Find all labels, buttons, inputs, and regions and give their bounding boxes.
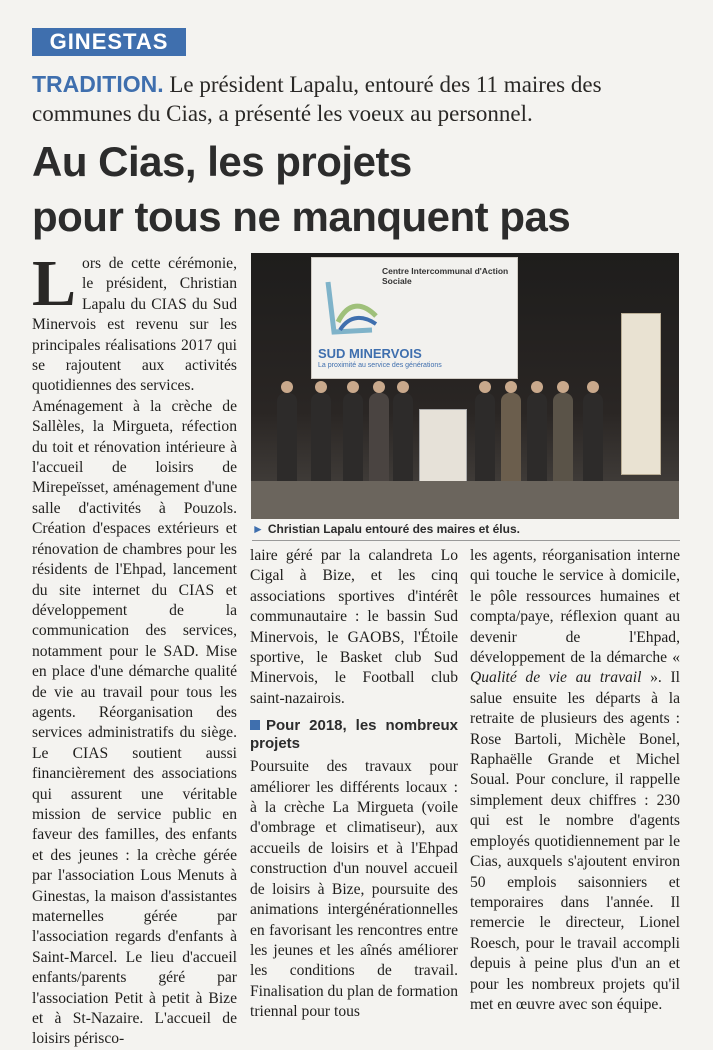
- article-column-2: [250, 546, 458, 1024]
- person: [277, 393, 297, 483]
- screen-tagline: La proximité au service des générations: [318, 362, 442, 369]
- projection-screen: [311, 257, 518, 379]
- screen-title: Centre Intercommunal d'Action Sociale: [382, 266, 509, 286]
- intro-body: Le président Lapalu, entouré des 11 maires des communes du Cias, a présenté les voeux au personnel.: [32, 72, 602, 126]
- paragraph-3: laire géré par la calandreta Lo Cigal à Bize, et les cinq associations sportives d'intérêt communautaire : le bassin Sud Minervois, le GAOBS, l'Étoile sportive, le Basket club Sud Minervois, le Football club saint-nazairois.: [250, 547, 458, 707]
- paragraph-1: ors de cette cérémonie, le président, Christian Lapalu du CIAS du Sud Minervois est revenu sur les principales réalisations 2017 qui se rajoutent aux activités quotidiennes des services.: [32, 255, 237, 395]
- person: [527, 393, 547, 483]
- article-column-1: [32, 247, 237, 1048]
- subheading-square-icon: [250, 720, 260, 730]
- paragraph-5-part-a: les agents, réorganisation interne qui touche le service à domicile, le pôle ressources humaines et compta/paye, réflexion quant au devenir de l'Ehpad, développement de la démarche «: [470, 547, 680, 667]
- roll-up-banner: [621, 313, 661, 475]
- paragraph-4: Poursuite des travaux pour améliorer les différents locaux : à la crèche La Mirgueta (voile d'ombrage et climatiseur), aux accueils de loisirs et à l'Ehpad construction d'un nouvel accueil de loisirs à Bize, poursuite des animations intergénérationnelles en favorisant les rencontres entre les jeunes et les aînés améliorer les conditions de travail. Finalisation du plan de formation triennal pour tous: [250, 758, 458, 1021]
- quoted-label: Qualité de vie au travail: [470, 669, 642, 687]
- paragraph-5-part-b: ». Il salue ensuite les départs à la retraite de plusieurs des agents : Rose Bartoli, Michèle Bonel, Raphaëlle Grande et Michel Soual. Pour conclure, il rappelle simplement deux chiffres : 230 qui est le nombre d'agents employés quotidiennement par le Cias, auxquels s'ajoutent environ 50 emplois saisonniers et temporaires dans l'année. Il remercie le directeur, Lionel Roesch, pour le travail accompli depuis à peine plus d'un an et pour les nombreux projets qu'il met en œuvre avec son équipe.: [470, 669, 680, 1013]
- person: [553, 393, 573, 483]
- person: [311, 393, 331, 483]
- person: [393, 393, 413, 483]
- headline-line-2: pour tous ne manquent pas: [32, 193, 571, 240]
- screen-brand: SUD MINERVOIS: [318, 346, 422, 361]
- intro-keyword: TRADITION.: [32, 71, 164, 97]
- section-tag: GINESTAS: [32, 28, 186, 56]
- caption-divider: [252, 540, 680, 541]
- caption-text: Christian Lapalu entouré des maires et élus.: [267, 522, 520, 536]
- article-column-3: [470, 546, 680, 1024]
- caption-marker-icon: ►: [252, 522, 264, 536]
- photo-caption: [252, 522, 682, 536]
- headline: [32, 134, 692, 244]
- headline-line-1: Au Cias, les projets: [32, 138, 412, 185]
- podium: [419, 409, 467, 491]
- drop-cap: L: [32, 247, 77, 320]
- subheading: [250, 717, 458, 753]
- subheading-text: Pour 2018, les nombreux projets: [250, 717, 458, 753]
- paragraph-2: Aménagement à la crèche de Sallèles, la Mirgueta, réfection du toit et rénovation intérieure à l'accueil de loisirs de Mirepeïsset, aménagement d'une salle d'activités à Pouzols. Création d'espaces extérieurs et rénovation de chambres pour les résidents de l'Ehpad, lancement du site internet du CIAS et développement de la communication des services, notamment pour le SAD. Mise en place d'une démarche qualité de vie au travail pour tous les agents. Réorganisation des services administratifs du siège. Le CIAS soutient aussi financièrement des associations qui assurent une véritable mission de service public en faveur des familles, des enfants et des jeunes : la crèche gérée par l'association Lous Menuts à Ginestas, la maison d'assistantes maternelles gérée par l'association regards d'enfants à Saint-Marcel. Le lieu d'accueil enfants/parents géré par l'association Petit à petit à Bize et à St-Nazaire. L'accueil de loisirs périsco-: [32, 397, 237, 1048]
- person: [475, 393, 495, 483]
- person: [501, 393, 521, 483]
- paragraph-5: [470, 546, 680, 1015]
- event-photo: [251, 253, 679, 519]
- cias-logo-icon: [320, 272, 380, 342]
- intro-text: [32, 70, 682, 128]
- person: [343, 393, 363, 483]
- stage-floor: [251, 481, 679, 519]
- person: [583, 393, 603, 483]
- person: [369, 393, 389, 483]
